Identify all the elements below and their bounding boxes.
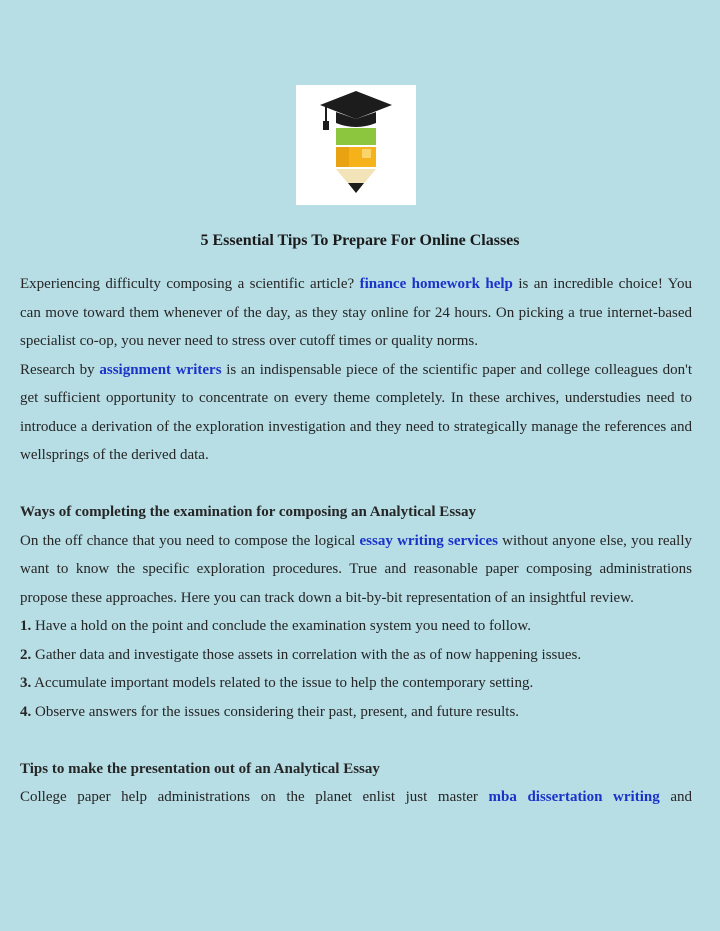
- list-item: [20, 612, 692, 641]
- text-span: College paper help administrations on the planet enlist just master: [20, 789, 489, 805]
- list-text: Have a hold on the point and conclude the examination system you need to follow.: [31, 618, 531, 634]
- list-item: [20, 698, 692, 727]
- list-text: Accumulate important models related to the issue to help the contemporary setting.: [31, 675, 534, 691]
- list-item: [20, 669, 692, 698]
- list-number: 2.: [20, 646, 32, 663]
- spacer: [20, 470, 692, 499]
- list-text: Gather data and investigate those assets in correlation with the as of now happening issues.: [31, 646, 582, 663]
- section-heading-2: Tips to make the presentation out of an Analytical Essay: [20, 760, 380, 777]
- section-heading-1: Ways of completing the examination for composing an Analytical Essay: [20, 504, 476, 520]
- list-number: 4.: [20, 703, 32, 720]
- text-span: On the off chance that you need to compose the logical: [20, 532, 360, 549]
- text-span: is an incredible choice! You can move toward them whenever of the day, as they stay online for 24 hours. On picking a true internet-based specialist co-op, you never need to stress over cutoff times or quality norms.: [20, 276, 693, 349]
- list-number: 1.: [20, 618, 32, 634]
- mba-dissertation-writing-link[interactable]: mba dissertation writing: [488, 789, 660, 805]
- text-span: Experiencing difficulty composing a scientific article?: [20, 276, 360, 292]
- text-span: without anyone else, you really want to know the specific exploration procedures. True and reasonable paper composing administrations propose these approaches. Here you can track down a bit-by-bit representation of an insightful review.: [20, 532, 692, 606]
- text-span: and: [659, 789, 692, 805]
- list-number: 3.: [20, 675, 32, 691]
- intro-paragraph-2: [20, 356, 692, 470]
- spacer: [20, 726, 692, 755]
- logo: [296, 85, 416, 205]
- intro-paragraph-1: [20, 270, 692, 356]
- text-span: is an indispensable piece of the scientific paper and college colleagues don't get sufficient opportunity to concentrate on every theme completely. In these archives, understudies need to introduce a derivation of the exploration investigation and they need to strategically manage the references and wellsprings of the derived data.: [20, 361, 693, 463]
- finance-homework-help-link[interactable]: finance homework help: [359, 276, 513, 292]
- graduation-cap-pencil-icon: [296, 85, 416, 205]
- essay-writing-services-link[interactable]: essay writing services: [359, 532, 498, 549]
- text-span: Research by: [20, 361, 100, 378]
- assignment-writers-link[interactable]: assignment writers: [99, 361, 222, 378]
- article-body: [20, 270, 692, 812]
- list-text: Observe answers for the issues considering their past, present, and future results.: [31, 703, 520, 720]
- list-item: [20, 641, 692, 670]
- section1-paragraph: [20, 527, 692, 613]
- page-title: 5 Essential Tips To Prepare For Online Classes: [200, 232, 520, 249]
- section2-paragraph: [20, 783, 692, 812]
